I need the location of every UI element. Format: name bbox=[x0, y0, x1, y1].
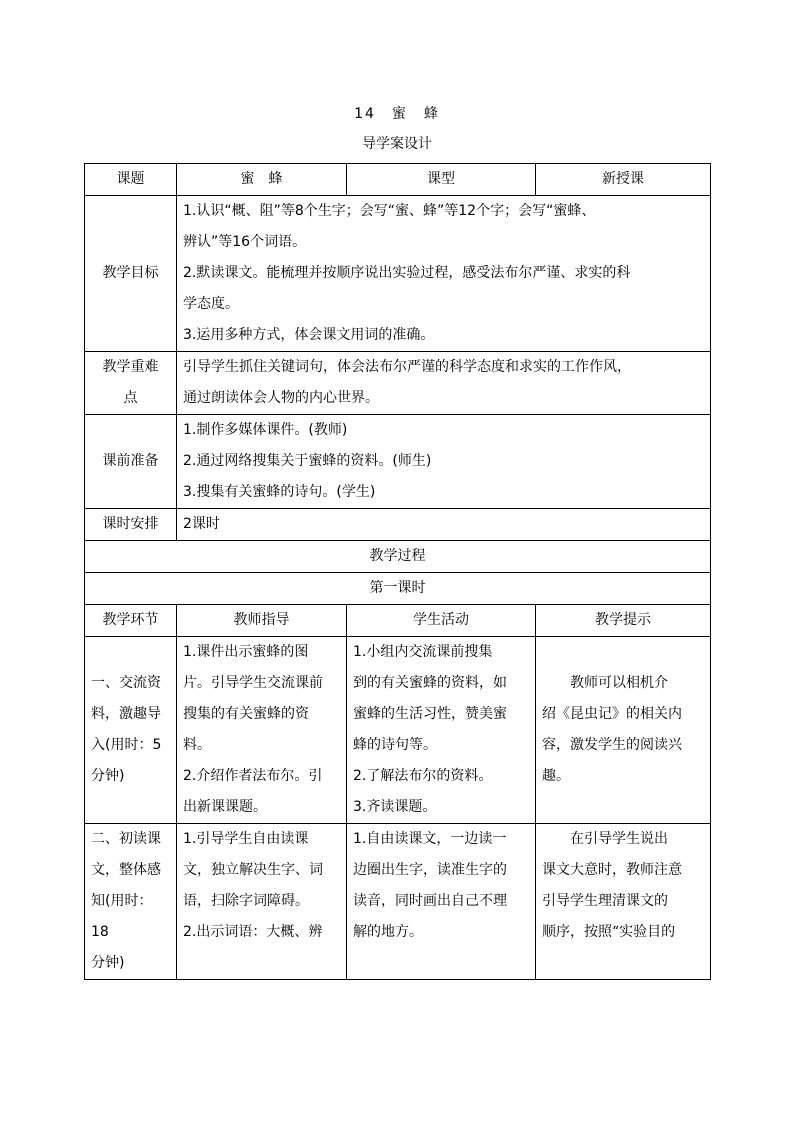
objectives-row bbox=[85, 196, 711, 352]
preparation-content bbox=[177, 415, 711, 509]
teacher-line: 片。引导学生交流课前 bbox=[183, 675, 323, 691]
student-activity-cell bbox=[347, 637, 536, 824]
key-points-row bbox=[85, 352, 711, 415]
teacher-line: 2.介绍作者法布尔。引 bbox=[183, 768, 323, 784]
teacher-guide-cell bbox=[177, 637, 347, 824]
tip-line: 在引导学生说出 bbox=[570, 831, 668, 847]
stage-line: 文，整体感 bbox=[91, 862, 161, 878]
stage-line: 分钟) bbox=[91, 768, 125, 784]
tip-line: 引导学生理清课文的 bbox=[542, 893, 668, 909]
stage-line: 一、交流资 bbox=[91, 675, 161, 691]
key-points-label-line: 教学重难 bbox=[102, 359, 159, 375]
stage-line: 知(用时：18 bbox=[91, 893, 153, 940]
teacher-line: 1.课件出示蜜蜂的图 bbox=[183, 644, 309, 660]
preparation-label: 课前准备 bbox=[85, 415, 177, 509]
key-points-label bbox=[85, 352, 177, 415]
teacher-line: 2.出示词语：大概、辨 bbox=[183, 924, 323, 940]
teacher-guide-cell bbox=[177, 824, 347, 980]
stage-line: 入(用时：5 bbox=[91, 737, 162, 753]
lesson-plan-table bbox=[84, 163, 711, 980]
type-value: 新授课 bbox=[536, 164, 711, 196]
teaching-tip-cell bbox=[536, 824, 711, 980]
tip-line: 容，激发学生的阅读兴 bbox=[542, 737, 682, 753]
tip-line: 教师可以相机介 bbox=[570, 675, 668, 691]
objectives-label: 教学目标 bbox=[85, 196, 177, 352]
teaching-tip-cell bbox=[536, 637, 711, 824]
table-row bbox=[85, 637, 711, 824]
lesson-row bbox=[85, 573, 711, 605]
student-line: 蜂的诗句等。 bbox=[353, 737, 437, 753]
teacher-line: 搜集的有关蜜蜂的资 bbox=[183, 706, 309, 722]
tip-line: 顺序，按照“实验目的 bbox=[542, 924, 676, 940]
schedule-value: 2课时 bbox=[177, 509, 711, 541]
type-label: 课型 bbox=[347, 164, 536, 196]
preparation-row bbox=[85, 415, 711, 509]
objectives-line: 2.默读课文。能梳理并按顺序说出实验过程，感受法布尔严谨、求实的科 bbox=[183, 265, 631, 281]
objectives-line: 1.认识“概、阻”等8个生字；会写“蜜、蜂”等12个字；会写“蜜蜂、 bbox=[183, 203, 596, 219]
stage-cell bbox=[85, 637, 177, 824]
teacher-line: 料。 bbox=[183, 737, 211, 753]
topic-label: 课题 bbox=[85, 164, 177, 196]
topic-row bbox=[85, 164, 711, 196]
teacher-line: 文，独立解决生字、词 bbox=[183, 862, 323, 878]
tip-line: 绍《昆虫记》的相关内 bbox=[542, 706, 682, 722]
student-line: 1.自由读课文，一边读一 bbox=[353, 831, 507, 847]
process-header-row bbox=[85, 605, 711, 637]
teacher-line: 1.引导学生自由读课 bbox=[183, 831, 309, 847]
schedule-label: 课时安排 bbox=[85, 509, 177, 541]
student-line: 到的有关蜜蜂的资料，如 bbox=[353, 675, 507, 691]
objectives-line: 辨认”等16个词语。 bbox=[183, 234, 307, 250]
student-line: 2.了解法布尔的资料。 bbox=[353, 768, 493, 784]
key-points-content bbox=[177, 352, 711, 415]
objectives-content bbox=[177, 196, 711, 352]
teacher-line: 出新课课题。 bbox=[183, 799, 267, 815]
lesson-title: 第一课时 bbox=[85, 573, 711, 605]
schedule-row bbox=[85, 509, 711, 541]
student-line: 解的地方。 bbox=[353, 924, 423, 940]
preparation-line: 2.通过网络搜集关于蜜蜂的资料。(师生) bbox=[183, 453, 432, 469]
column-header: 教师指导 bbox=[177, 605, 347, 637]
key-points-label-line: 点 bbox=[123, 390, 138, 406]
student-line: 读音，同时画出自己不理 bbox=[353, 893, 507, 909]
key-points-line: 引导学生抓住关键词句，体会法布尔严谨的科学态度和求实的工作作风， bbox=[183, 359, 631, 375]
column-header: 教学提示 bbox=[536, 605, 711, 637]
tip-line: 课文大意时，教师注意 bbox=[542, 862, 682, 878]
objectives-line: 3.运用多种方式，体会课文用词的准确。 bbox=[183, 327, 435, 343]
stage-line: 二、初读课 bbox=[91, 831, 161, 847]
student-line: 边圈出生字，读准生字的 bbox=[353, 862, 507, 878]
document-subtitle: 导学案设计 bbox=[362, 136, 432, 152]
student-line: 1.小组内交流课前搜集 bbox=[353, 644, 493, 660]
table-row bbox=[85, 824, 711, 980]
stage-cell bbox=[85, 824, 177, 980]
process-title: 教学过程 bbox=[85, 541, 711, 573]
topic-value: 蜜 蜂 bbox=[177, 164, 347, 196]
preparation-line: 1.制作多媒体课件。(教师) bbox=[183, 422, 348, 438]
teacher-line: 语，扫除字词障碍。 bbox=[183, 893, 309, 909]
stage-line: 分钟) bbox=[91, 955, 125, 971]
process-title-row bbox=[85, 541, 711, 573]
tip-line: 趣。 bbox=[542, 768, 570, 784]
column-header: 教学环节 bbox=[85, 605, 177, 637]
objectives-line: 学态度。 bbox=[183, 296, 239, 312]
column-header: 学生活动 bbox=[347, 605, 536, 637]
stage-line: 料，激趣导 bbox=[91, 706, 161, 722]
document-title: 14 蜜 蜂 bbox=[354, 106, 440, 122]
student-line: 3.齐读课题。 bbox=[353, 799, 437, 815]
student-activity-cell bbox=[347, 824, 536, 980]
student-line: 蜜蜂的生活习性，赞美蜜 bbox=[353, 706, 507, 722]
key-points-line: 通过朗读体会人物的内心世界。 bbox=[183, 390, 379, 406]
preparation-line: 3.搜集有关蜜蜂的诗句。(学生) bbox=[183, 484, 376, 500]
